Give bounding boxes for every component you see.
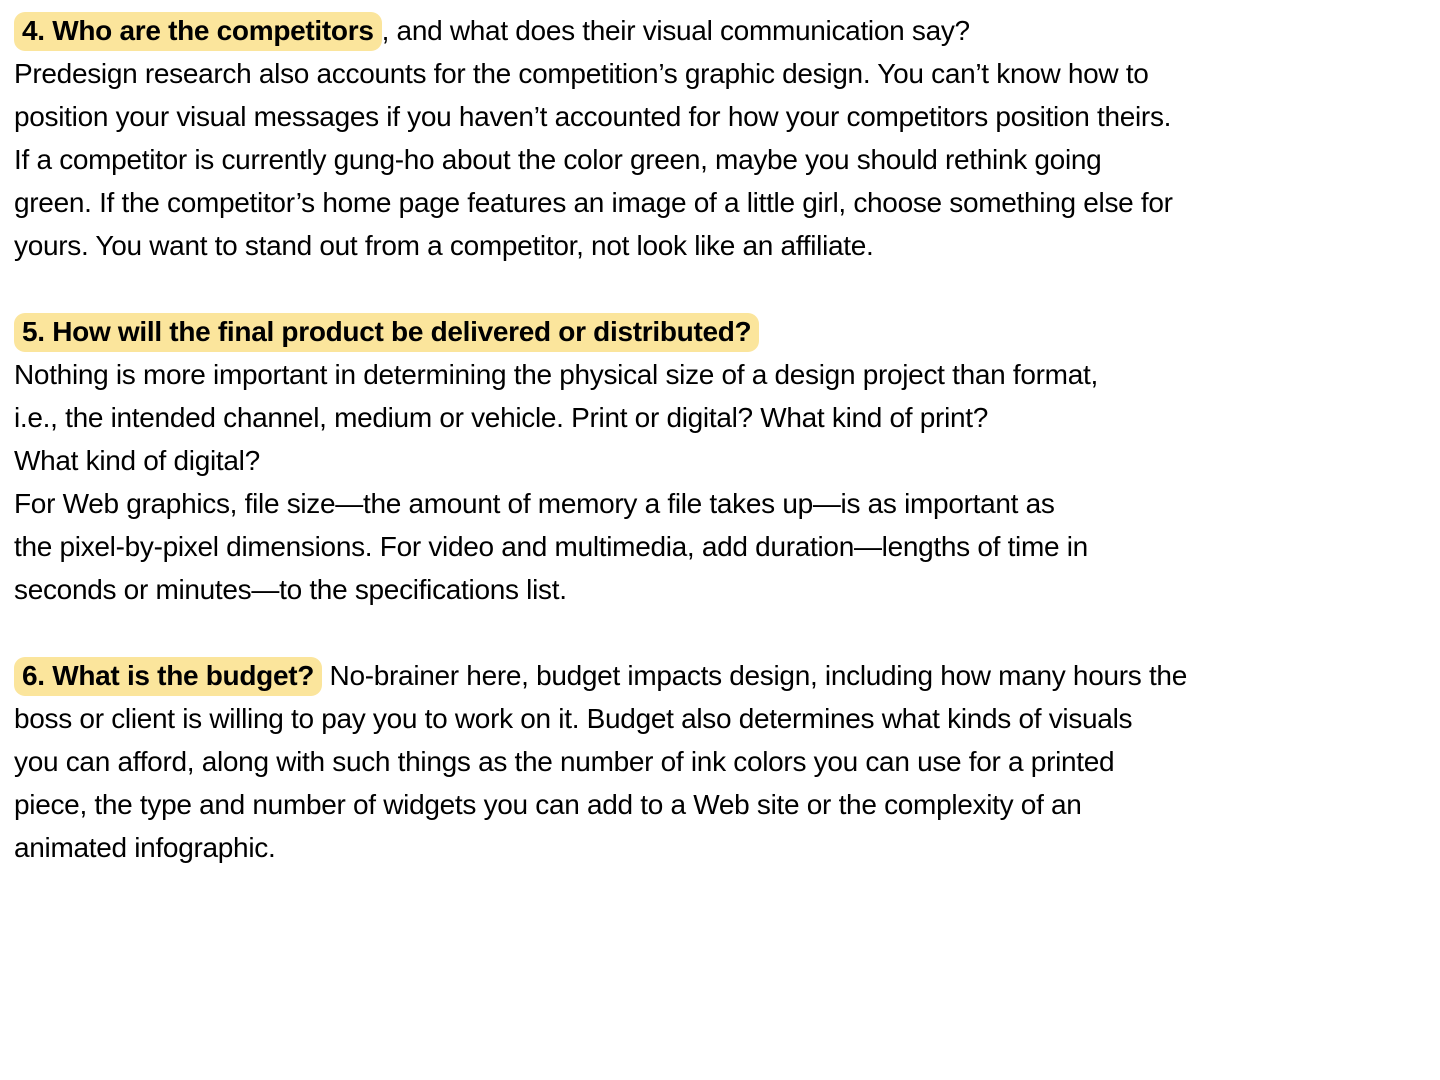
- body-text-line: i.e., the intended channel, medium or vehicle. Print or digital? What kind of print?: [14, 402, 989, 433]
- paragraph-question-5: [14, 310, 1428, 611]
- body-text-line: For Web graphics, file size—the amount of memory a file takes up—is as important as: [14, 488, 1055, 519]
- highlighted-heading-4: 4. Who are the competitors: [14, 12, 382, 51]
- heading-question-4-line: [14, 9, 1428, 52]
- heading-question-5-line: [14, 310, 1428, 353]
- body-text-line: position your visual messages if you haven’t accounted for how your competitors position theirs.: [14, 101, 1172, 132]
- highlighted-heading-6: 6. What is the budget?: [14, 657, 322, 696]
- body-text-line: If a competitor is currently gung-ho about the color green, maybe you should rethink going: [14, 144, 1102, 175]
- heading-question-6-line: [14, 654, 1428, 697]
- heading-4-rest-text: , and what does their visual communication say?: [381, 15, 970, 46]
- body-text-line: green. If the competitor’s home page features an image of a little girl, choose something else for: [14, 187, 1173, 218]
- body-text-line: boss or client is willing to pay you to work on it. Budget also determines what kinds of visuals: [14, 703, 1133, 734]
- highlighted-heading-5: 5. How will the final product be delivered or distributed?: [14, 313, 759, 352]
- paragraph-question-6: [14, 654, 1428, 869]
- paragraph-question-4: [14, 9, 1428, 267]
- body-text-line: seconds or minutes—to the specifications list.: [14, 574, 567, 605]
- body-text-line: piece, the type and number of widgets you can add to a Web site or the complexity of an: [14, 789, 1082, 820]
- body-text-line: What kind of digital?: [14, 445, 260, 476]
- body-text-line: yours. You want to stand out from a competitor, not look like an affiliate.: [14, 230, 874, 261]
- body-text-line: the pixel-by-pixel dimensions. For video and multimedia, add duration—lengths of time in: [14, 531, 1088, 562]
- body-text-line: Predesign research also accounts for the competition’s graphic design. You can’t know how to: [14, 58, 1149, 89]
- body-text-line: Nothing is more important in determining the physical size of a design project than format,: [14, 359, 1098, 390]
- heading-6-rest-text: No-brainer here, budget impacts design, including how many hours the: [322, 660, 1187, 691]
- body-text-line: animated infographic.: [14, 832, 276, 863]
- body-text-line: you can afford, along with such things as the number of ink colors you can use for a printed: [14, 746, 1115, 777]
